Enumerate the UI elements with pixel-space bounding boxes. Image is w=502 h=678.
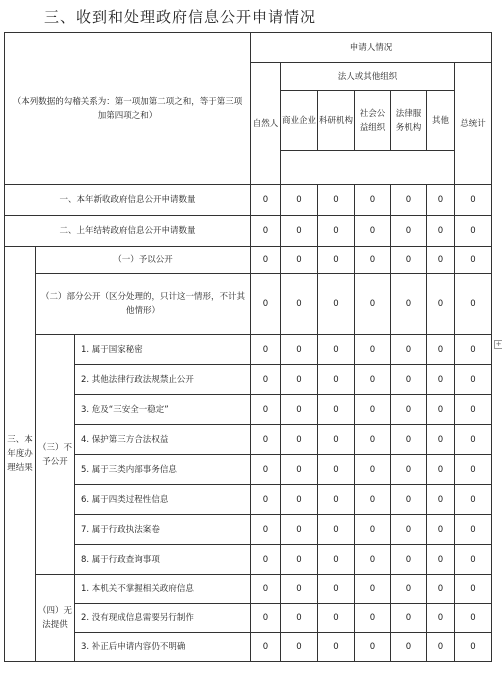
table-row (5, 216, 492, 247)
value-cell: 0 (427, 335, 455, 365)
value-cell: 0 (427, 575, 455, 604)
applicant-header: 申请人情况 (251, 33, 492, 63)
value-cell: 0 (427, 274, 455, 335)
table-row (5, 335, 492, 365)
value-cell: 0 (455, 604, 492, 633)
value-cell: 0 (391, 425, 427, 455)
value-cell: 0 (455, 515, 492, 545)
row-label: 2. 其他法律行政法规禁止公开 (75, 365, 251, 395)
value-cell: 0 (455, 247, 492, 274)
value-cell: 0 (318, 515, 355, 545)
value-cell: 0 (251, 515, 281, 545)
value-cell: 0 (281, 335, 318, 365)
value-cell: 0 (427, 365, 455, 395)
row-label: 4. 保护第三方合法权益 (75, 425, 251, 455)
value-cell: 0 (355, 365, 391, 395)
value-cell: 0 (355, 515, 391, 545)
table-move-handle[interactable]: + (495, 340, 502, 348)
value-cell: 0 (391, 274, 427, 335)
value-cell: 0 (281, 216, 318, 247)
value-cell: 0 (281, 247, 318, 274)
row-label: 一、本年新收政府信息公开申请数量 (5, 185, 251, 216)
unavailable-label: （四）无法提供 (36, 575, 75, 662)
table-row (5, 545, 492, 575)
value-cell: 0 (427, 425, 455, 455)
value-cell: 0 (355, 425, 391, 455)
row-label: 3. 危及“三安全一稳定” (75, 395, 251, 425)
row-label: 1. 属于国家秘密 (75, 335, 251, 365)
withheld-label: （三）不予公开 (36, 335, 75, 575)
value-cell: 0 (355, 455, 391, 485)
value-cell: 0 (355, 485, 391, 515)
legal-org-header: 法人或其他组织 (281, 63, 455, 91)
value-cell: 0 (281, 485, 318, 515)
section3-label: 三、本年度办理结果 (5, 247, 36, 662)
value-cell: 0 (355, 604, 391, 633)
value-cell: 0 (318, 455, 355, 485)
row-label: 8. 属于行政查询事项 (75, 545, 251, 575)
value-cell: 0 (251, 455, 281, 485)
value-cell: 0 (251, 185, 281, 216)
page-title: 三、收到和处理政府信息公开申请情况 (44, 8, 317, 26)
value-cell: 0 (251, 485, 281, 515)
value-cell: 0 (281, 515, 318, 545)
value-cell: 0 (391, 216, 427, 247)
value-cell: 0 (355, 274, 391, 335)
value-cell: 0 (318, 575, 355, 604)
value-cell: 0 (318, 633, 355, 662)
value-cell: 0 (318, 485, 355, 515)
value-cell: 0 (391, 455, 427, 485)
value-cell: 0 (251, 545, 281, 575)
value-cell: 0 (427, 247, 455, 274)
value-cell: 0 (391, 185, 427, 216)
row-label: （一）予以公开 (36, 247, 251, 274)
value-cell: 0 (455, 575, 492, 604)
value-cell: 0 (281, 575, 318, 604)
value-cell: 0 (281, 185, 318, 216)
value-cell: 0 (281, 274, 318, 335)
row-label: 3. 补正后申请内容仍不明确 (75, 633, 251, 662)
value-cell: 0 (251, 247, 281, 274)
value-cell: 0 (318, 216, 355, 247)
value-cell: 0 (318, 545, 355, 575)
social-header: 社会公益组织 (355, 91, 391, 151)
table-row (5, 633, 492, 662)
value-cell: 0 (391, 545, 427, 575)
value-cell: 0 (251, 365, 281, 395)
value-cell: 0 (455, 216, 492, 247)
value-cell: 0 (251, 335, 281, 365)
table-row (5, 575, 492, 604)
value-cell: 0 (427, 455, 455, 485)
value-cell: 0 (251, 633, 281, 662)
table-row (5, 395, 492, 425)
value-cell: 0 (318, 425, 355, 455)
row-label: 5. 属于三类内部事务信息 (75, 455, 251, 485)
value-cell: 0 (391, 335, 427, 365)
value-cell: 0 (281, 365, 318, 395)
value-cell: 0 (318, 247, 355, 274)
value-cell: 0 (427, 216, 455, 247)
value-cell: 0 (455, 633, 492, 662)
value-cell: 0 (281, 395, 318, 425)
value-cell: 0 (281, 604, 318, 633)
value-cell: 0 (427, 185, 455, 216)
value-cell: 0 (251, 395, 281, 425)
value-cell: 0 (251, 216, 281, 247)
value-cell: 0 (355, 216, 391, 247)
value-cell: 0 (455, 455, 492, 485)
value-cell: 0 (391, 633, 427, 662)
value-cell: 0 (391, 247, 427, 274)
table-row (5, 604, 492, 633)
value-cell: 0 (355, 395, 391, 425)
table-row (5, 247, 492, 274)
value-cell: 0 (455, 185, 492, 216)
value-cell: 0 (355, 545, 391, 575)
table-row (5, 515, 492, 545)
value-cell: 0 (455, 485, 492, 515)
row-label: （二）部分公开（区分处理的，只计这一情形，不计其他情形） (36, 274, 251, 335)
row-label: 7. 属于行政执法案卷 (75, 515, 251, 545)
value-cell: 0 (355, 335, 391, 365)
value-cell: 0 (391, 604, 427, 633)
row-label: 二、上年结转政府信息公开申请数量 (5, 216, 251, 247)
value-cell: 0 (391, 365, 427, 395)
value-cell: 0 (251, 604, 281, 633)
table-row (5, 455, 492, 485)
value-cell: 0 (281, 633, 318, 662)
total-header: 总统计 (455, 63, 492, 185)
value-cell: 0 (281, 425, 318, 455)
value-cell: 0 (318, 604, 355, 633)
value-cell: 0 (391, 395, 427, 425)
value-cell: 0 (318, 395, 355, 425)
value-cell: 0 (318, 185, 355, 216)
value-cell: 0 (455, 395, 492, 425)
legal-service-header: 法律服务机构 (391, 91, 427, 151)
table-row (5, 425, 492, 455)
value-cell: 0 (427, 515, 455, 545)
research-header: 科研机构 (318, 91, 355, 151)
application-stats-table (4, 32, 492, 662)
value-cell: 0 (281, 545, 318, 575)
value-cell: 0 (251, 575, 281, 604)
table-row (5, 365, 492, 395)
table-row (5, 485, 492, 515)
value-cell: 0 (355, 575, 391, 604)
row-label: 2. 没有现成信息需要另行制作 (75, 604, 251, 633)
value-cell: 0 (427, 604, 455, 633)
value-cell: 0 (318, 365, 355, 395)
value-cell: 0 (427, 545, 455, 575)
value-cell: 0 (427, 633, 455, 662)
value-cell: 0 (427, 485, 455, 515)
value-cell: 0 (281, 455, 318, 485)
table-row (5, 274, 492, 335)
note-cell: （本列数据的勾稽关系为：第一项加第二项之和，等于第三项加第四项之和） (5, 33, 251, 185)
value-cell: 0 (455, 335, 492, 365)
value-cell: 0 (427, 395, 455, 425)
row-label: 1. 本机关不掌握相关政府信息 (75, 575, 251, 604)
value-cell: 0 (355, 633, 391, 662)
table-row (5, 185, 492, 216)
value-cell: 0 (355, 185, 391, 216)
value-cell: 0 (455, 365, 492, 395)
value-cell: 0 (251, 425, 281, 455)
value-cell: 0 (251, 274, 281, 335)
value-cell: 0 (391, 575, 427, 604)
value-cell: 0 (455, 274, 492, 335)
commercial-header: 商业企业 (281, 91, 318, 151)
value-cell: 0 (455, 545, 492, 575)
value-cell: 0 (318, 274, 355, 335)
value-cell: 0 (318, 335, 355, 365)
row-label: 6. 属于四类过程性信息 (75, 485, 251, 515)
other-header: 其他 (427, 91, 455, 151)
value-cell: 0 (355, 247, 391, 274)
natural-person-header: 自然人 (251, 63, 281, 185)
value-cell: 0 (391, 485, 427, 515)
value-cell: 0 (391, 515, 427, 545)
value-cell: 0 (455, 425, 492, 455)
